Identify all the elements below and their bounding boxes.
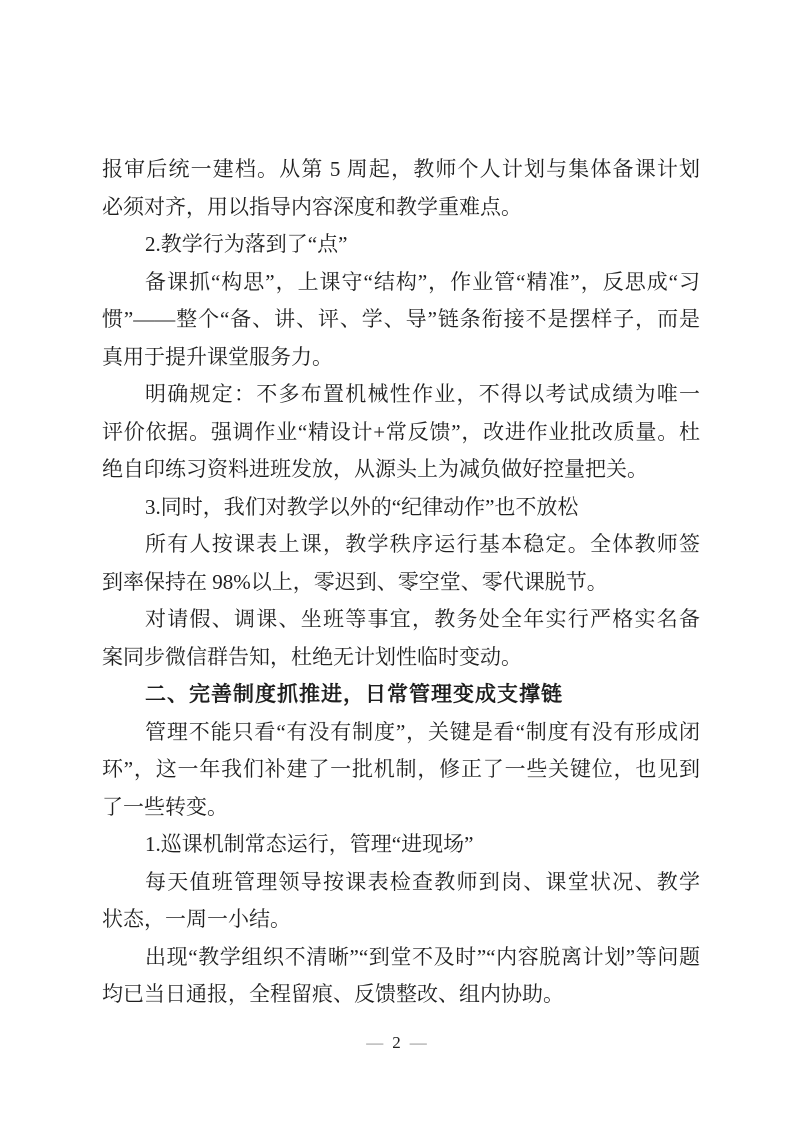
text-line: 绝自印练习资料进班发放，从源头上为减负做好控量把关。 [102,457,648,481]
text-line: 均已当日通报，全程留痕、反馈整改、组内协助。 [102,982,564,1006]
text-line: 评价依据。强调作业“精设计+常反馈”，改进作业批改质量。杜 [102,419,700,444]
text-line: 环”，这一年我们补建了一批机制，修正了一些关键位，也见到 [102,757,700,781]
text-line: 状态，一周一小结。 [102,907,291,931]
text-line: 备课抓“构思”，上课守“结构”，作业管“精准”，反思成“习 [145,269,700,294]
footer-dash-right: — [409,1033,427,1052]
text-line: 管理不能只看“有没有制度”，关键是看“制度有没有形成闭 [145,719,700,744]
page-footer [0,1031,793,1055]
text-line: 报审后统一建档。从第 5 周起，教师个人计划与集体备课计划 [102,157,700,181]
text-line: 到率保持在 98%以上，零迟到、零空堂、零代课脱节。 [102,569,608,594]
numbered-heading: 3.同时，我们对教学以外的“纪律动作”也不放松 [145,494,579,519]
page-number: 2 [392,1033,401,1052]
text-line: 出现“教学组织不清晰”“到堂不及时”“内容脱离计划”等问题 [145,944,700,969]
text-line: 明确规定：不多布置机械性作业，不得以考试成绩为唯一 [145,382,700,406]
text-line: 真用于提升课堂服务力。 [102,344,333,369]
text-line: 每天值班管理领导按课表检查教师到岗、课堂状况、教学 [145,869,700,894]
document-body [102,151,700,1014]
text-line: 必须对齐，用以指导内容深度和教学重难点。 [102,194,522,219]
text-line: 惯”——整个“备、讲、评、学、导”链条衔接不是摆样子，而是 [102,307,700,331]
footer-dash-left: — [366,1033,384,1052]
text-line: 所有人按课表上课，教学秩序运行基本稳定。全体教师签 [145,532,700,556]
text-line: 对请假、调课、坐班等事宜，教务处全年实行严格实名备 [145,607,700,631]
numbered-heading: 2.教学行为落到了“点” [145,232,348,256]
section-heading: 二、完善制度抓推进，日常管理变成支撑链 [145,683,563,706]
text-line: 了一些转变。 [102,794,228,819]
text-line: 案同步微信群告知，杜绝无计划性临时变动。 [102,644,522,669]
numbered-heading: 1.巡课机制常态运行，管理“进现场” [145,832,474,856]
